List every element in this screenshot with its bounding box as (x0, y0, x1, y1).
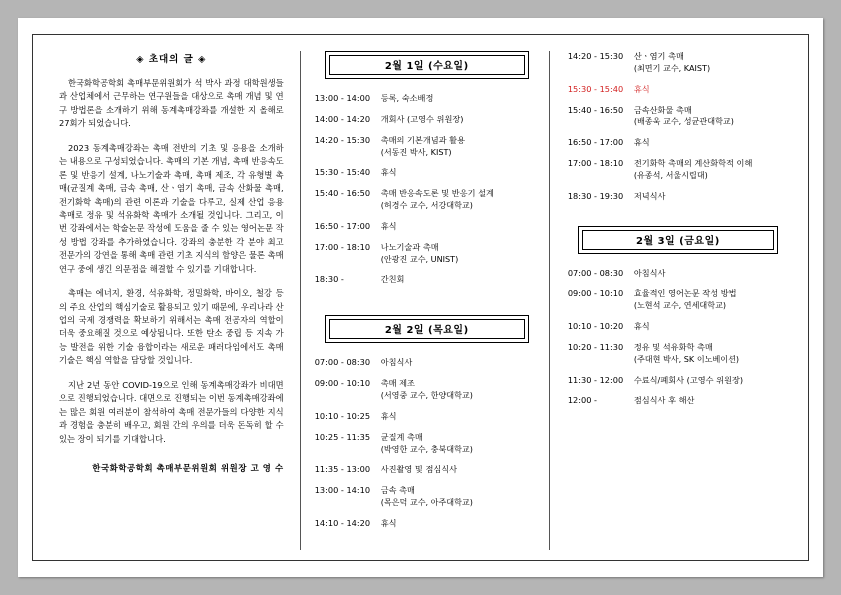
schedule-row (315, 464, 539, 485)
schedule-description: 점심식사 후 해산 (633, 395, 695, 406)
schedule-row (568, 268, 788, 289)
schedule-time: 10:25 - 11:35 (314, 431, 371, 442)
schedule-row (315, 93, 539, 114)
schedule-description: 금속산화물 촉매 (배종욱 교수, 성균관대학교) (634, 105, 788, 138)
schedule-time: 15:40 - 16:50 (314, 188, 371, 199)
schedule-description: 휴식 (380, 220, 397, 231)
schedule-row (315, 135, 539, 168)
day-header-label: 2월 3일 (금요일) (635, 235, 720, 247)
schedule-time: 15:40 - 16:50 (567, 104, 624, 115)
schedule-time: 18:30 - (314, 274, 344, 285)
schedule-speaker: (노현석 교수, 연세대학교) (633, 300, 727, 311)
schedule-row (315, 221, 539, 242)
schedule-row (315, 167, 539, 188)
schedule-row (315, 274, 539, 295)
schedule-description: 정유 및 석유화학 촉매 (주대현 박사, SK 이노베이션) (634, 342, 788, 375)
invitation-signature: 한국화학공학회 촉매부문위원회 위원장 고 영 수 (92, 462, 284, 473)
schedule-row (568, 321, 788, 342)
schedule-row (568, 395, 788, 416)
schedule-speaker: (서동진 박사, KIST) (380, 146, 452, 157)
schedule-time: 14:20 - 15:30 (567, 51, 624, 61)
column-schedule-day1-day2 (300, 51, 549, 550)
schedule-time: 10:10 - 10:25 (314, 410, 371, 421)
schedule-description: 저녁식사 (633, 190, 666, 201)
schedule-row (315, 485, 539, 518)
schedule-table-feb1 (315, 93, 539, 295)
schedule-row (315, 378, 539, 411)
schedule-row (568, 84, 788, 105)
schedule-row (568, 375, 788, 396)
invitation-paragraph: 지난 2년 동안 COVID-19으로 인해 동계촉매강좌가 비대면으로 진행되었습니다. 대면으로 진행되는 이번 동계촉매강좌에는 많은 회원 여러분이 참석하여 촉매 전문가들의 다양한 지식과 경험을 충분히 배우고, 회원 간의 우의를 더욱 돈독히 할 수 있는 장이 되기를 기대합니다. (59, 379, 284, 444)
day-header-feb3 (578, 226, 778, 254)
schedule-description: 전기화학 촉매의 계산화학적 이해 (유종석, 서울시립대) (634, 158, 788, 191)
schedule-row (568, 51, 788, 84)
document-border (32, 34, 809, 561)
schedule-description: 촉매 제조 (서영중 교수, 한양대학교) (381, 378, 539, 411)
schedule-row (568, 288, 788, 321)
schedule-speaker: (박영한 교수, 충북대학교) (380, 443, 473, 454)
schedule-time: 15:30 - 15:40 (314, 167, 371, 178)
schedule-description: 휴식 (633, 137, 650, 148)
schedule-table-feb2-continued (568, 51, 788, 212)
schedule-description: 촉매 반응속도론 및 반응기 설계 (허경수 교수, 서강대학교) (381, 188, 539, 221)
invitation-paragraph: 2023 동계촉매강좌는 촉매 전반의 기초 및 응용을 소개하는 내용으로 구성되었습니다. 촉매의 기본 개념, 촉매 반응속도론 및 반응기 설계, 나노기술과 촉매, 촉매 제조, 각 유형별 촉매(균질계 촉매, 금속 촉매, 산ㆍ염기 촉매, 금속 산화물 촉매, 전기화학 촉매)의 관련 이론과 기술을 다루고, 실제 산업 응용 촉매로 정유 및 석유화학 촉매가 소개될 것입니다. 그리고, 이번 강좌에서는 학술논문 작성에 도움을 줄 수 있는 영어논문 작성 방법 강좌를 추가하였습니다. 강좌의 충분한 각 분야 최고 전문가의 강연을 통해 촉매 관련 기초 지식의 함양은 물론 촉매 연구 중에 생긴 의문점을 해결할 수 있기를 기대합니다. (59, 142, 284, 274)
schedule-row (315, 242, 539, 275)
schedule-row (315, 411, 539, 432)
invitation-paragraph: 한국화학공학회 촉매부문위원회가 석 박사 과정 대학원생들과 산업체에서 근무하는 연구원들을 대상으로 촉매 개념 및 연구 방법론을 소개하기 위해 동계촉매강좌를 개설한 지 올해로 27회가 되었습니다. (59, 78, 284, 129)
document-sheet (18, 18, 823, 577)
schedule-description: 간친회 (380, 274, 405, 285)
schedule-time: 18:30 - 19:30 (567, 190, 624, 201)
schedule-speaker: (최면기 교수, KAIST) (633, 62, 711, 73)
schedule-time: 11:30 - 12:00 (567, 374, 624, 385)
schedule-time: 14:10 - 14:20 (314, 517, 371, 528)
schedule-description: 아침식사 (633, 267, 666, 278)
schedule-table-feb2 (315, 357, 539, 538)
invitation-paragraph: 촉매는 에너지, 환경, 석유화학, 정밀화학, 바이오, 철강 등의 주요 산업의 핵심기술로 활용되고 있기 때문에, 우리나라 산업의 국제 경쟁력을 확보하기 위해서는 촉매 전공자의 역할이 더욱 중요해질 것으로 예상됩니다. 또한 탄소 중립 등 지속 가능 발전을 위한 기술 융합이라는 새로운 패러다임에서도 촉매 기술은 핵심 역할을 담당할 것입니다. (59, 288, 284, 366)
schedule-time: 14:00 - 14:20 (314, 113, 371, 124)
schedule-time: 12:00 - (567, 395, 597, 406)
schedule-row (315, 518, 539, 539)
schedule-description: 개회사 (고영수 위원장) (380, 113, 464, 124)
day-header-feb2 (325, 315, 529, 343)
schedule-description: 산ㆍ염기 촉매 (최면기 교수, KAIST) (634, 51, 788, 84)
schedule-description: 휴식 (633, 321, 650, 332)
schedule-speaker: (유종석, 서울시립대) (633, 169, 708, 180)
schedule-time: 10:20 - 11:30 (567, 341, 624, 352)
schedule-description: 촉매의 기본개념과 활용 (서동진 박사, KIST) (381, 135, 539, 168)
schedule-time: 07:00 - 08:30 (567, 267, 624, 278)
schedule-description: 금속 촉매 (목은덕 교수, 아주대학교) (381, 485, 539, 518)
schedule-description: 수료식/폐회사 (고영수 위원장) (633, 374, 744, 385)
schedule-time: 13:00 - 14:00 (314, 93, 371, 103)
schedule-time: 09:00 - 10:10 (314, 378, 371, 389)
schedule-description: 나노기술과 촉매 (안광진 교수, UNIST) (381, 242, 539, 275)
schedule-description: 등록, 숙소배정 (380, 93, 434, 103)
schedule-row (315, 357, 539, 378)
schedule-time: 15:30 - 15:40 (567, 83, 624, 94)
schedule-description: 아침식사 (380, 357, 413, 368)
invitation-title: ◈ 초대의 글 ◈ (136, 54, 207, 65)
schedule-time: 14:20 - 15:30 (314, 134, 371, 145)
schedule-row (568, 137, 788, 158)
schedule-row (568, 342, 788, 375)
schedule-description: 휴식 (380, 167, 397, 178)
schedule-description: 사진촬영 및 점심식사 (380, 464, 458, 475)
schedule-description: 휴식 (380, 517, 397, 528)
schedule-time: 09:00 - 10:10 (567, 288, 624, 299)
schedule-time: 16:50 - 17:00 (567, 137, 624, 148)
schedule-time: 17:00 - 18:10 (567, 158, 624, 169)
schedule-description: 균질계 촉매 (박영한 교수, 충북대학교) (381, 432, 539, 465)
schedule-description: 휴식 (633, 83, 650, 94)
schedule-speaker: (안광진 교수, UNIST) (380, 253, 459, 264)
three-column-layout (33, 35, 808, 560)
column-schedule-day2cont-day3 (549, 51, 798, 550)
schedule-row (568, 191, 788, 212)
schedule-table-feb3 (568, 268, 788, 417)
schedule-time: 16:50 - 17:00 (314, 220, 371, 231)
schedule-row (315, 114, 539, 135)
schedule-row (315, 432, 539, 465)
schedule-row (315, 188, 539, 221)
schedule-speaker: (허경수 교수, 서강대학교) (380, 200, 473, 211)
schedule-time: 17:00 - 18:10 (314, 241, 371, 252)
schedule-description: 효율적인 영어논문 작성 방법 (노현석 교수, 연세대학교) (634, 288, 788, 321)
schedule-time: 13:00 - 14:10 (314, 485, 371, 496)
schedule-time: 11:35 - 13:00 (314, 464, 371, 475)
day-header-label: 2월 2일 (목요일) (384, 325, 469, 337)
schedule-row (568, 158, 788, 191)
day-header-feb1 (325, 51, 529, 79)
schedule-row (568, 105, 788, 138)
schedule-speaker: (목은덕 교수, 아주대학교) (380, 497, 473, 508)
column-invitation (43, 51, 300, 550)
schedule-time: 10:10 - 10:20 (567, 321, 624, 332)
day-header-label: 2월 1일 (수요일) (384, 61, 469, 72)
schedule-time: 07:00 - 08:30 (314, 357, 371, 368)
schedule-speaker: (배종욱 교수, 성균관대학교) (633, 116, 734, 127)
schedule-speaker: (주대현 박사, SK 이노베이션) (633, 353, 740, 364)
schedule-speaker: (서영중 교수, 한양대학교) (380, 390, 473, 401)
schedule-description: 휴식 (380, 410, 397, 421)
